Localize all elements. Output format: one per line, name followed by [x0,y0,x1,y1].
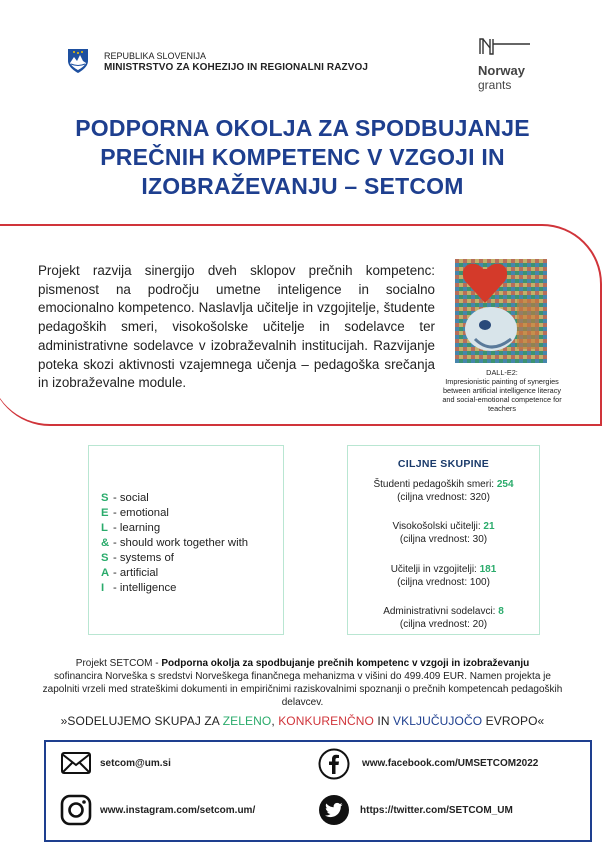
target-group-item [347,520,540,546]
group-value: 181 [479,564,497,575]
page-title [40,114,565,201]
twitter-icon [318,794,350,826]
target-group-item [347,478,540,504]
title-line1: PODPORNA OKOLJA ZA SPODBUJANJE [75,115,530,141]
acronym-text: - social [113,492,149,504]
image-caption [441,368,563,413]
acronym-list [101,491,248,596]
target-group-item [347,563,540,589]
group-target: (ciljna vrednost: 320) [397,492,490,503]
acronym-text: - should work together with [113,537,249,549]
group-label: Študenti pedagoških smeri: [373,479,495,490]
target-group-item [347,605,540,631]
group-value: 254 [496,479,514,490]
group-label: Učitelji in vzgojitelji: [390,564,477,575]
group-value: 8 [498,606,504,617]
dalle-painting-image [455,259,547,363]
acronym-row [101,506,248,521]
slogan-part: »SODELUJEMO SKUPAJ ZA [60,714,223,728]
acronym-letter: & [101,537,110,549]
acronym-row [101,581,248,596]
acronym-text: - intelligence [113,582,177,594]
intro-paragraph: Projekt razvija sinergijo dveh sklopov prečnih kompetenc: pismenost na področju umetne inteligence in socialno emocionalno kompetenco. Naslavlja učitelje in vzgojitelje, študente pedagoških smeri, visokošolske učitelje in sodelavce ter administrativne sodelavce v izobraževalnih institucijah. Razvijanje poteka skozi aktivnosti vzajemnega učenja – pedagoška srečanja in izobraževalne module. [38,263,435,391]
email-icon [61,752,91,774]
acronym-letter: E [101,507,109,519]
ministry-line1: REPUBLIKA SLOVENIJA [104,51,207,61]
acronym-text: - artificial [113,567,159,579]
funding-prefix: Projekt SETCOM - [75,658,162,669]
acronym-letter: I [101,582,105,594]
twitter-link[interactable]: https://twitter.com/SETCOM_UM [360,805,513,816]
facebook-link[interactable]: www.facebook.com/UMSETCOM2022 [362,758,539,769]
facebook-icon [318,748,350,780]
norway-flag-line-icon [478,36,534,56]
group-target: (ciljna vrednost: 100) [397,577,490,588]
acronym-row [101,566,248,581]
instagram-icon [60,794,92,826]
slogan-red: KONKURENČNO [278,714,374,728]
norway-word: Norway [478,63,525,78]
acronym-letter: L [101,522,108,534]
acronym-text: - systems of [113,552,174,564]
acronym-row [101,551,248,566]
target-groups-title: CILJNE SKUPINE [397,458,490,470]
group-label: Administrativni sodelavci: [383,606,496,617]
slogan-blue: VKLJUČUJOČO [393,714,483,728]
grants-word: grants [478,78,512,92]
slogan-part: , [271,714,279,728]
email-link[interactable]: setcom@um.si [100,758,171,769]
title-line3: IZOBRAŽEVANJU – SETCOM [141,173,464,199]
funding-body: sofinancira Norveška s sredstvi Norveškega finančnega mehanizma v višini do 499.409 EUR. Namen projekta je zapolniti vrzeli med strateškimi dokumenti in empiričnimi raziskovalnimi spoznanji o prečnih kompetencah pedagoških delavcev. [42,671,563,708]
slogan-part: IN [373,714,394,728]
funding-project-name: Podporna okolja za spodbujanje prečnih kompetenc v vzgoji in izobraževanju [161,658,530,669]
acronym-row [101,491,248,506]
ministry-line2: MINISTRSTVO ZA KOHEZIJO IN REGIONALNI RAZVOJ [104,62,369,73]
acronym-letter: S [101,552,109,564]
caption-title: DALL-E2: [486,368,518,377]
group-target: (ciljna vrednost: 20) [399,619,488,630]
norway-grants-logo [478,36,538,92]
acronym-row [101,536,248,551]
acronym-text: - learning [113,522,161,534]
acronym-text: - emotional [113,507,169,519]
caption-text: Impresionistic painting of synergies between artificial intelligence literacy and social-emotional competence for teachers [442,377,562,413]
group-label: Visokošolski učitelji: [392,521,481,532]
slovenia-crest-icon [67,48,89,74]
slogan [40,714,565,728]
ministry-label [104,51,368,73]
acronym-letter: A [101,567,110,579]
acronym-letter: S [101,492,109,504]
group-value: 21 [483,521,495,532]
slogan-green: ZELENO [222,714,272,728]
slogan-part: EVROPO« [482,714,545,728]
title-line2: PREČNIH KOMPETENC V VZGOJI IN [100,144,505,170]
acronym-row [101,521,248,536]
funding-text [40,657,565,709]
group-target: (ciljna vrednost: 30) [399,534,488,545]
instagram-link[interactable]: www.instagram.com/setcom.um/ [100,805,256,816]
